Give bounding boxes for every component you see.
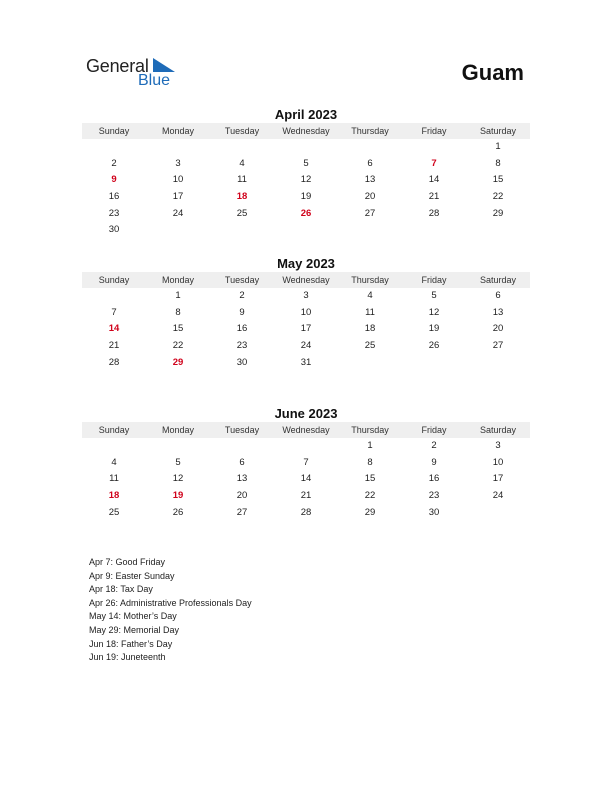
day-cell: 6: [239, 456, 245, 468]
weekday-label: Monday: [161, 126, 195, 136]
holiday-entry: May 29: Memorial Day: [89, 624, 180, 635]
weekday-label: Saturday: [479, 275, 517, 285]
weekday-header: [82, 272, 530, 288]
day-cell: [146, 139, 210, 156]
day-cell: 16: [236, 323, 248, 335]
month-title: April 2023: [274, 107, 338, 122]
day-cell: [210, 438, 274, 455]
holiday-entry: Jun 18: Father’s Day: [89, 638, 173, 649]
day-cell: 29: [492, 207, 504, 219]
triangle-logo-icon: [153, 58, 175, 72]
week-row: [82, 471, 530, 488]
day-cell: [402, 355, 466, 372]
weekday-label: Sunday: [98, 275, 130, 285]
day-cell: 3: [303, 290, 309, 301]
day-cell: 17: [172, 191, 184, 203]
day-cell: 5: [175, 456, 181, 468]
week-row: [82, 321, 530, 338]
day-cell: 21: [428, 191, 440, 203]
week-row: [82, 206, 530, 223]
weekday-label: Tuesday: [224, 425, 260, 435]
day-cell: 4: [111, 456, 117, 468]
day-cell: 30: [236, 356, 248, 368]
holiday-entry: Apr 26: Administrative Professionals Day: [89, 597, 252, 608]
day-cell: [82, 139, 146, 156]
day-cell: 9: [431, 456, 437, 468]
day-cell: [466, 222, 530, 239]
holiday-day-cell: 14: [108, 323, 120, 335]
day-cell: 5: [431, 290, 437, 301]
day-cell: 24: [172, 207, 184, 219]
country-title: Guam: [461, 60, 524, 85]
week-row: [82, 139, 530, 156]
month-calendar: [82, 106, 530, 239]
day-cell: 8: [367, 456, 373, 468]
day-cell: 13: [236, 473, 248, 485]
day-cell: 15: [492, 174, 504, 186]
weekday-label: Thursday: [351, 425, 389, 435]
day-cell: 15: [172, 323, 184, 335]
holiday-entry: Jun 19: Juneteenth: [89, 652, 166, 663]
day-cell: 7: [303, 456, 309, 468]
week-row: [82, 438, 530, 455]
day-cell: 18: [364, 323, 376, 335]
day-cell: [466, 505, 530, 522]
day-cell: 11: [109, 473, 119, 485]
day-cell: 31: [300, 356, 312, 368]
week-row: [82, 488, 530, 505]
day-cell: 17: [300, 323, 312, 335]
day-cell: 22: [492, 191, 504, 203]
day-cell: 15: [364, 473, 376, 485]
day-cell: 23: [236, 340, 248, 352]
week-row: [82, 172, 530, 189]
day-cell: 12: [172, 473, 184, 485]
holiday-entry: Apr 7: Good Friday: [89, 557, 166, 567]
weekday-label: Wednesday: [282, 275, 330, 285]
day-cell: 8: [495, 157, 501, 169]
month-calendar: [82, 255, 530, 371]
month-title: May 2023: [277, 256, 335, 271]
day-cell: 21: [108, 340, 120, 352]
holiday-day-cell: 18: [236, 191, 248, 203]
holiday-day-cell: 7: [431, 157, 437, 169]
day-cell: 6: [495, 290, 501, 301]
week-row: [82, 338, 530, 355]
day-cell: 24: [300, 340, 312, 352]
day-cell: 2: [239, 290, 245, 301]
weekday-label: Monday: [161, 425, 195, 435]
day-cell: 14: [300, 473, 312, 485]
day-cell: 14: [428, 174, 440, 186]
day-cell: 2: [431, 440, 437, 451]
day-cell: [274, 438, 338, 455]
day-cell: 24: [492, 490, 504, 502]
holiday-day-cell: 26: [300, 207, 312, 219]
day-cell: 27: [364, 207, 376, 219]
day-cell: 20: [364, 191, 376, 203]
day-cell: 1: [367, 440, 373, 451]
month-title: June 2023: [274, 406, 338, 421]
day-cell: 10: [492, 456, 504, 468]
weekday-label: Sunday: [98, 126, 130, 136]
day-cell: 25: [236, 207, 248, 219]
day-cell: 11: [365, 306, 375, 318]
day-cell: 20: [492, 323, 504, 335]
day-cell: 26: [428, 340, 440, 352]
day-cell: 10: [172, 174, 184, 186]
day-cell: 3: [175, 157, 181, 169]
weekday-label: Tuesday: [224, 126, 260, 136]
day-cell: 16: [428, 473, 440, 485]
weekday-label: Friday: [421, 275, 447, 285]
week-row: [82, 305, 530, 322]
month-calendar: [82, 405, 530, 521]
day-cell: 13: [492, 306, 504, 318]
weekday-label: Wednesday: [282, 126, 330, 136]
weekday-label: Saturday: [479, 126, 517, 136]
day-cell: [402, 139, 466, 156]
day-cell: 30: [108, 224, 120, 236]
day-cell: 12: [300, 174, 312, 186]
weekday-header: [82, 422, 530, 438]
day-cell: 12: [428, 306, 440, 318]
day-cell: 1: [495, 141, 501, 152]
day-cell: [402, 222, 466, 239]
day-cell: [338, 222, 402, 239]
day-cell: 4: [367, 290, 373, 301]
day-cell: 21: [300, 490, 312, 502]
day-cell: 23: [428, 490, 440, 502]
brand-general-text: General: [86, 56, 149, 76]
day-cell: 22: [364, 490, 376, 502]
holiday-day-cell: 9: [111, 174, 117, 186]
holiday-list: [89, 556, 252, 665]
weekday-label: Friday: [421, 126, 447, 136]
holiday-entry: Apr 9: Easter Sunday: [89, 570, 175, 581]
weekday-label: Sunday: [98, 425, 130, 435]
day-cell: 17: [492, 473, 504, 485]
holiday-entry: Apr 18: Tax Day: [89, 584, 153, 595]
day-cell: 27: [492, 340, 504, 352]
day-cell: 7: [111, 306, 117, 318]
weekday-label: Thursday: [351, 275, 389, 285]
day-cell: 19: [300, 191, 312, 203]
day-cell: 29: [364, 506, 376, 518]
week-row: [82, 156, 530, 173]
day-cell: 22: [172, 340, 184, 352]
brand-blue-text: Blue: [138, 72, 171, 89]
day-cell: [338, 139, 402, 156]
day-cell: 19: [428, 323, 440, 335]
day-cell: 2: [111, 157, 117, 169]
day-cell: [274, 222, 338, 239]
holiday-day-cell: 19: [172, 490, 184, 502]
day-cell: [274, 139, 338, 156]
weekday-header: [82, 123, 530, 139]
day-cell: 28: [300, 506, 312, 518]
week-row: [82, 455, 530, 472]
weekday-label: Saturday: [479, 425, 517, 435]
day-cell: 28: [108, 356, 120, 368]
day-cell: 13: [364, 174, 376, 186]
day-cell: [338, 355, 402, 372]
day-cell: 20: [236, 490, 248, 502]
day-cell: 26: [172, 506, 184, 518]
day-cell: 25: [108, 506, 120, 518]
week-row: [82, 505, 530, 522]
day-cell: 4: [239, 157, 245, 169]
day-cell: 6: [367, 157, 373, 169]
day-cell: 9: [239, 306, 245, 318]
weekday-label: Friday: [421, 425, 447, 435]
day-cell: [466, 355, 530, 372]
week-row: [82, 288, 530, 305]
week-row: [82, 355, 530, 372]
holiday-day-cell: 29: [172, 356, 184, 368]
day-cell: 11: [237, 174, 247, 186]
day-cell: 30: [428, 506, 440, 518]
day-cell: 8: [175, 306, 181, 318]
day-cell: [146, 222, 210, 239]
weekday-label: Wednesday: [282, 425, 330, 435]
day-cell: 28: [428, 207, 440, 219]
day-cell: 23: [108, 207, 120, 219]
weekday-label: Monday: [161, 275, 195, 285]
weekday-label: Tuesday: [224, 275, 260, 285]
day-cell: [210, 139, 274, 156]
day-cell: 25: [364, 340, 376, 352]
day-cell: [82, 288, 146, 305]
weekday-label: Thursday: [351, 126, 389, 136]
day-cell: 10: [300, 306, 312, 318]
week-row: [82, 189, 530, 206]
day-cell: 27: [236, 506, 248, 518]
day-cell: [146, 438, 210, 455]
day-cell: 16: [108, 191, 120, 203]
holiday-day-cell: 18: [108, 490, 120, 502]
day-cell: 5: [303, 157, 309, 169]
day-cell: 3: [495, 440, 501, 451]
day-cell: 1: [175, 290, 181, 301]
day-cell: [82, 438, 146, 455]
brand-logo: [86, 56, 186, 92]
holiday-entry: May 14: Mother’s Day: [89, 611, 177, 622]
week-row: [82, 222, 530, 239]
day-cell: [210, 222, 274, 239]
